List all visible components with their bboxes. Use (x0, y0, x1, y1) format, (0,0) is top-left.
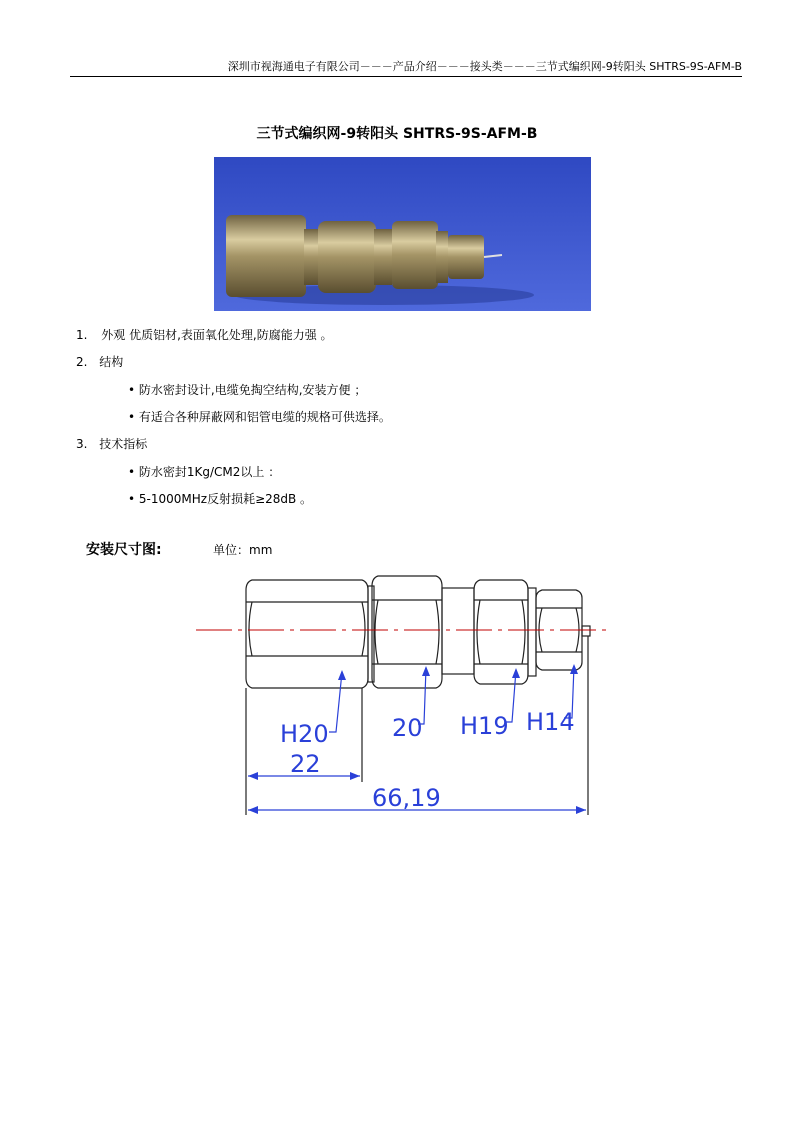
section-3-bullet-2: • 5-1000MHz反射损耗≥28dB 。 (128, 492, 313, 506)
section-2 (76, 353, 123, 370)
section-1 (76, 326, 333, 343)
label-h14: H14 (526, 708, 575, 736)
product-photo (214, 157, 591, 311)
label-22: 22 (290, 750, 321, 778)
label-20: 20 (392, 714, 423, 742)
section-3-text: 技术指标 (99, 437, 148, 451)
section-2-bullet-1: • 防水密封设计,电缆免掏空结构,安装方便 ； (128, 383, 367, 397)
install-drawing-title: 安装尺寸图: (86, 542, 162, 558)
document-title: 三节式编织网-9转阳头 SHTRS-9S-AFM-B (256, 126, 538, 142)
section-2-number: 2. (76, 355, 88, 369)
label-total: 66,19 (372, 784, 441, 812)
section-1-text: 外观 优质铝材,表面氧化处理,防腐能力强 。 (101, 328, 333, 342)
section-1-number: 1. (76, 328, 88, 342)
dimension-drawing (186, 560, 656, 830)
section-3-bullet-1: • 防水密封1Kg/CM2以上 ： (128, 465, 281, 479)
label-h19: H19 (460, 712, 509, 740)
section-3 (76, 435, 147, 452)
install-unit: 单位：mm (213, 543, 273, 557)
section-2-text: 结构 (99, 355, 124, 369)
section-2-bullet-2: • 有适合各种屏蔽网和铝管电缆的规格可供选择。 (128, 410, 391, 424)
label-h20: H20 (280, 720, 329, 748)
connector-outline (246, 576, 590, 815)
page-header: 深圳市视海通电子有限公司－－－产品介绍－－－接头类－－－三节式编织网-9转阳头 SHTRS-9S-AFM-B (70, 58, 742, 77)
section-3-number: 3. (76, 437, 88, 451)
